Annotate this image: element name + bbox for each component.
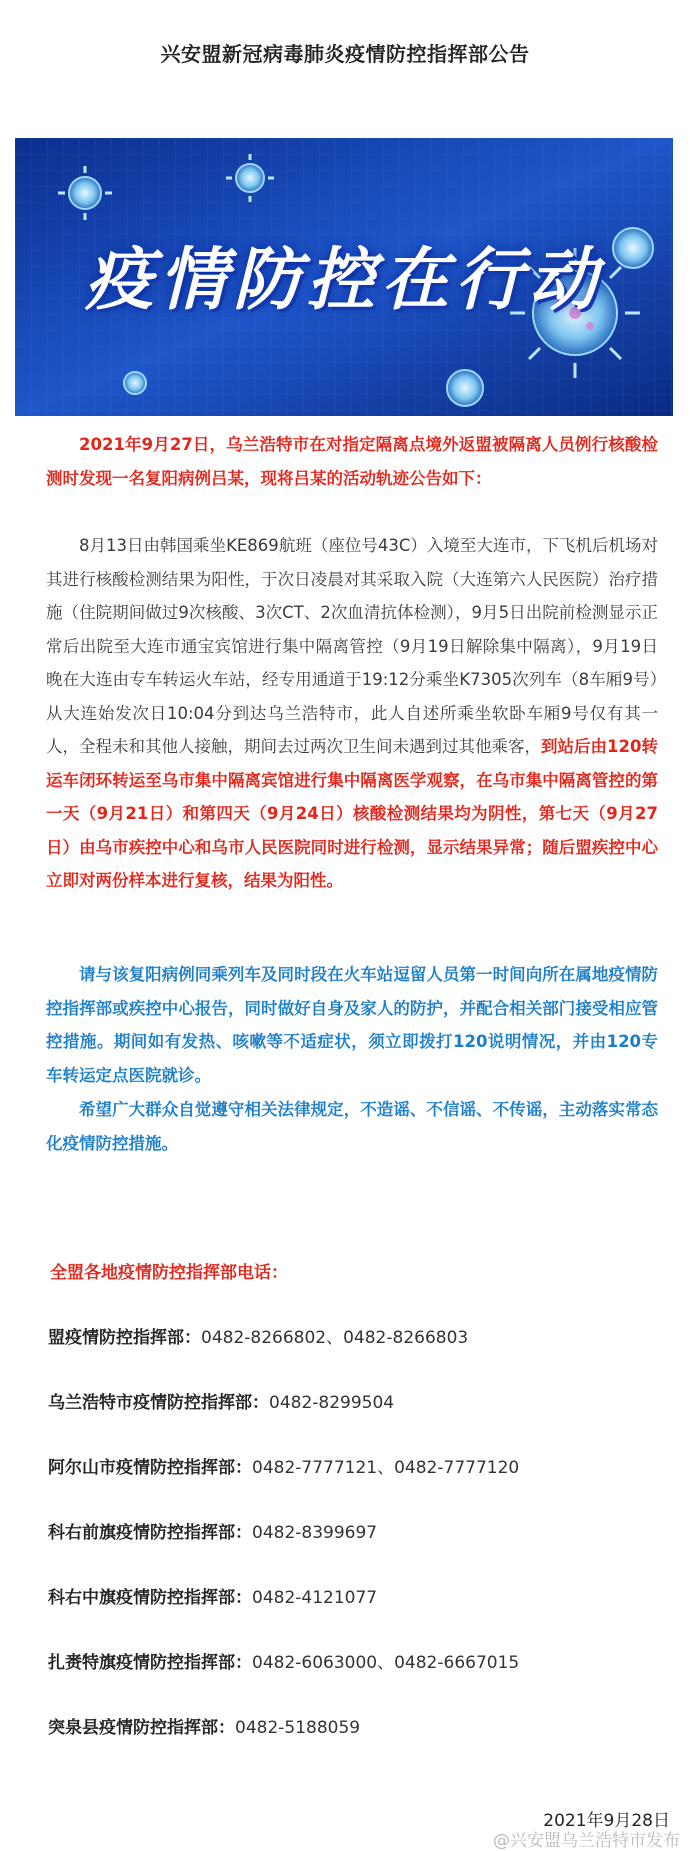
trajectory-normal-text: 8月13日由韩国乘坐KE869航班（座位号43C）入境至大连市，下飞机后机场对其进行核酸检测结果为阳性，于次日凌晨对其采取入院（大连第六人民医院）治疗措施（住院期间做过9次核酸、3次CT、2次血清抗体检测），9月5日出院前检测显示正常后出院至大连市通宝宾馆进行集中隔离管控（9月19日解除集中隔离），9月19日晚在大连由专车转运火车站，经专用通道于19:12分乘坐K7305次列车（8车厢9号）从大连始发次日10:04分到达乌兰浩特市，此人自述所乘坐软卧车厢9号仅有其一人，全程未和其他人接触，期间去过两次卫生间未遇到过其他乘客， — [46, 536, 658, 756]
phone-org: 盟疫情防控指挥部： — [48, 1328, 201, 1348]
phone-number: 0482-4121077 — [252, 1588, 378, 1608]
phone-row — [48, 1453, 519, 1478]
phone-row — [48, 1388, 394, 1413]
phone-row — [48, 1518, 377, 1543]
trajectory-paragraph — [46, 529, 658, 898]
intro-paragraph: 2021年9月27日，乌兰浩特市在对指定隔离点境外返盟被隔离人员例行核酸检测时发现一名复阳病例吕某，现将吕某的活动轨迹公告如下： — [46, 435, 658, 488]
phone-row — [48, 1713, 360, 1738]
phone-number: 0482-5188059 — [235, 1718, 361, 1738]
appeal-paragraph: 希望广大群众自觉遵守相关法律规定，不造谣、不信谣、不传谣，主动落实常态化疫情防控措施。 — [46, 1100, 658, 1153]
phone-org: 突泉县疫情防控指挥部： — [48, 1718, 235, 1738]
phone-row — [48, 1648, 519, 1673]
phone-number: 0482-8399697 — [252, 1523, 378, 1543]
phone-org: 乌兰浩特市疫情防控指挥部： — [48, 1393, 269, 1413]
weibo-watermark: @兴安盟乌兰浩特市发布 — [493, 1831, 680, 1851]
banner-slogan: 疫情防控在行动 — [84, 241, 603, 320]
phone-number: 0482-8299504 — [269, 1393, 395, 1413]
page-title: 兴安盟新冠病毒肺炎疫情防控指挥部公告 — [160, 42, 530, 66]
phone-org: 扎赉特旗疫情防控指挥部： — [48, 1653, 252, 1673]
trajectory-highlight-text: 到站后由120转运车闭环转运至乌市集中隔离宾馆进行集中隔离医学观察，在乌市集中隔离管控的第一天（9月21日）和第四天（9月24日）核酸检测结果均为阴性，第七天（9月27日）由乌市疾控中心和乌市人民医院同时进行检测，显示结果异常；随后盟疾控中心立即对两份样本进行复核，结果为阳性。 — [46, 737, 658, 890]
phone-number: 0482-8266802、0482-8266803 — [201, 1328, 469, 1348]
phone-org: 科右前旗疫情防控指挥部： — [48, 1523, 252, 1543]
phone-list-heading: 全盟各地疫情防控指挥部电话： — [50, 1263, 288, 1283]
phone-row — [48, 1583, 377, 1608]
phone-org: 阿尔山市疫情防控指挥部： — [48, 1458, 252, 1478]
advice-paragraph: 请与该复阳病例同乘列车及同时段在火车站逗留人员第一时间向所在属地疫情防控指挥部或疾控中心报告，同时做好自身及家人的防护，并配合相关部门接受相应管控措施。期间如有发热、咳嗽等不适症状，须立即拨打120说明情况，并由120专车转运定点医院就诊。 — [46, 965, 658, 1085]
phone-number: 0482-6063000、0482-6667015 — [252, 1653, 520, 1673]
banner-image — [15, 138, 673, 416]
phone-number: 0482-7777121、0482-7777120 — [252, 1458, 520, 1478]
phone-org: 科右中旗疫情防控指挥部： — [48, 1588, 252, 1608]
publish-date: 2021年9月28日 — [543, 1811, 670, 1831]
phone-row — [48, 1323, 468, 1348]
